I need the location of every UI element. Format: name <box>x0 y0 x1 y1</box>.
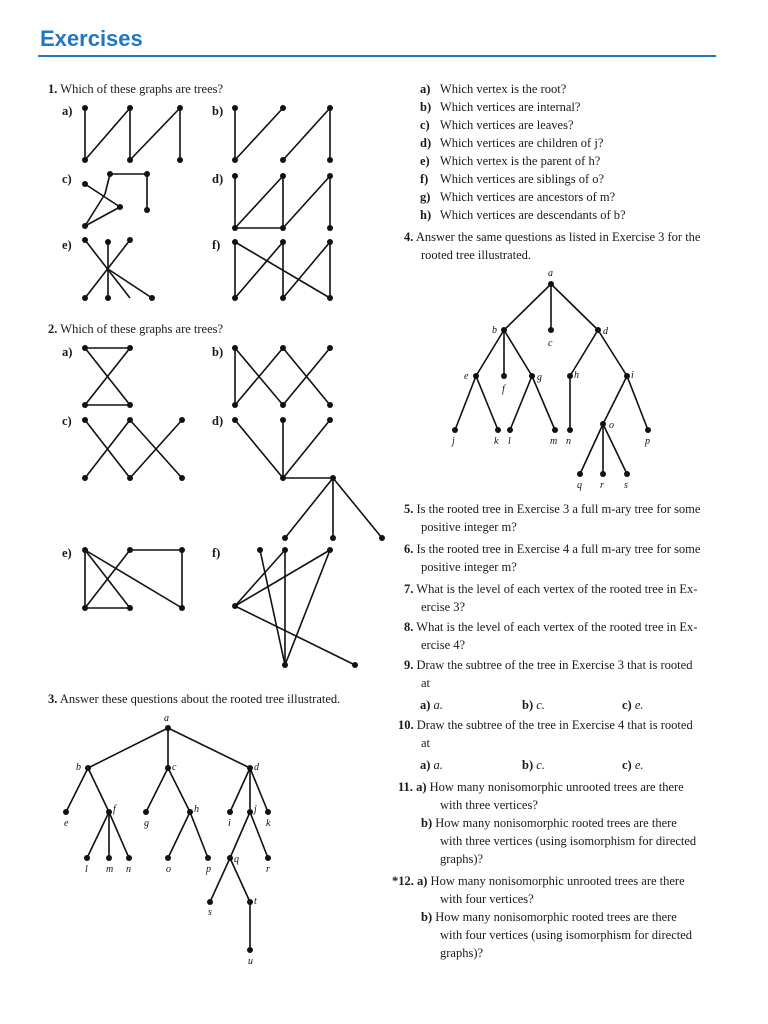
tree3-label-n: n <box>126 864 131 875</box>
tree3-label-d: d <box>254 762 259 773</box>
ex12-a-text-2: with four vertices? <box>440 892 534 906</box>
tree4-label-l: l <box>508 436 511 447</box>
exercise-10-number: 10. <box>398 718 414 732</box>
tree3-label-o: o <box>166 864 171 875</box>
exercise-6 <box>404 540 700 576</box>
ex12-b-tag: b) <box>421 910 433 924</box>
tree3-label-j: j <box>254 804 257 815</box>
ex2-label-a: a) <box>62 345 73 359</box>
exercise-7-text-2: ercise 3? <box>421 600 466 614</box>
ex3-q-c: c) Which vertices are leaves? <box>420 118 574 132</box>
ex3-q-b: b) Which vertices are internal? <box>420 100 581 114</box>
exercise-8-number: 8. <box>404 620 414 634</box>
exercise-10-text-1: Draw the subtree of the tree in Exercise 4 that is rooted <box>416 718 693 732</box>
ex10-part-b: b) c. <box>522 758 545 772</box>
tree4-label-c: c <box>548 338 553 349</box>
exercise-5 <box>404 500 700 536</box>
exercise-5-text-2: positive integer m? <box>421 520 517 534</box>
ex1-label-d: d) <box>212 172 224 186</box>
tree3-label-r: r <box>266 864 270 875</box>
tree4-label-s: s <box>624 480 628 491</box>
exercise-1-number: 1. <box>48 82 58 96</box>
tree4-label-e: e <box>464 371 469 382</box>
exercise-11-number: 11. <box>398 780 413 794</box>
exercise-9-text-2: at <box>421 676 431 690</box>
exercise-8-text-2: ercise 4? <box>421 638 466 652</box>
tree4-label-j: j <box>452 436 455 447</box>
ex9-part-a: a) a. <box>420 698 443 712</box>
tree3-label-h: h <box>194 804 199 815</box>
tree3-label-a: a <box>164 713 169 724</box>
ex2-label-f: f) <box>212 546 221 560</box>
tree4-label-k: k <box>494 436 499 447</box>
ex10-part-a: a) a. <box>420 758 443 772</box>
exercise-11-b <box>421 814 696 868</box>
exercise-2-text: Which of these graphs are trees? <box>60 322 224 336</box>
ex10-part-c: c) e. <box>622 758 644 772</box>
tree4-label-n: n <box>566 436 571 447</box>
tree3-label-g: g <box>144 818 149 829</box>
exercise-3-number: 3. <box>48 692 58 706</box>
exercise-6-text-2: positive integer m? <box>421 560 517 574</box>
tree3-label-s: s <box>208 907 212 918</box>
exercise-8 <box>404 618 697 654</box>
ex2-label-e: e) <box>62 546 72 560</box>
ex12-b-text-2: with four vertices (using isomorphism for directed <box>440 928 693 942</box>
ex2-label-b: b) <box>212 345 224 359</box>
tree3-label-c: c <box>172 762 177 773</box>
tree3-label-k: k <box>266 818 271 829</box>
ex2-label-d: d) <box>212 414 224 428</box>
ex11-b-text-2: with three vertices (using isomorphism for directed <box>440 834 697 848</box>
tree3-label-f: f <box>113 804 116 815</box>
ex3-q-f: f) Which vertices are siblings of o? <box>420 172 605 186</box>
exercise-7 <box>404 580 697 616</box>
tree3-label-q: q <box>234 854 239 865</box>
ex2-label-c: c) <box>62 414 72 428</box>
ex11-b-text-3: graphs)? <box>440 852 484 866</box>
tree4-label-f: f <box>502 384 505 395</box>
exercise-12-number: *12. <box>392 874 414 888</box>
exercise-3-text: Answer these questions about the rooted tree illustrated. <box>59 692 341 706</box>
ex3-q-e: e) Which vertex is the parent of h? <box>420 154 601 168</box>
ex12-b-text-1: How many nonisomorphic rooted trees are there <box>435 910 677 924</box>
tree3-label-i: i <box>228 818 231 829</box>
ex11-a-tag: a) <box>416 780 427 794</box>
exercise-2-number: 2. <box>48 322 58 336</box>
ex1-label-c: c) <box>62 172 72 186</box>
tree4-label-p: p <box>645 436 650 447</box>
tree4-label-m: m <box>550 436 558 447</box>
exercise-10 <box>398 716 693 752</box>
ex11-a-text-1: How many nonisomorphic unrooted trees are there <box>429 780 684 794</box>
tree3-label-u: u <box>248 956 253 967</box>
exercise-12-b <box>421 908 692 962</box>
exercise-11 <box>398 778 684 814</box>
exercise-4-number: 4. <box>404 230 414 244</box>
exercise-5-number: 5. <box>404 502 414 516</box>
exercise-10-text-2: at <box>421 736 431 750</box>
page-title: Exercises <box>40 26 143 51</box>
tree4-labels <box>450 268 650 491</box>
ex1-label-b: b) <box>212 104 224 118</box>
tree3-label-p: p <box>206 864 211 875</box>
exercise-4-text-2: rooted tree illustrated. <box>421 248 532 262</box>
ex3-q-a: a) Which vertex is the root? <box>420 82 567 96</box>
tree3-label-m: m <box>106 864 114 875</box>
tree3-label-l: l <box>85 864 88 875</box>
exercise-1-text: Which of these graphs are trees? <box>60 82 224 96</box>
ex1-label-a: a) <box>62 104 73 118</box>
exercise-6-number: 6. <box>404 542 414 556</box>
ex12-a-text-1: How many nonisomorphic unrooted trees are there <box>430 874 685 888</box>
exercise-9-number: 9. <box>404 658 414 672</box>
ex11-a-text-2: with three vertices? <box>440 798 538 812</box>
tree3-label-t: t <box>254 896 257 907</box>
ex11-b-text-1: How many nonisomorphic rooted trees are there <box>435 816 677 830</box>
tree4-label-q: q <box>577 480 582 491</box>
tree4-label-r: r <box>600 480 604 491</box>
exercise-7-number: 7. <box>404 582 414 596</box>
exercise-5-text-1: Is the rooted tree in Exercise 3 a full m-ary tree for some <box>416 502 701 516</box>
exercise-6-text-1: Is the rooted tree in Exercise 4 a full m-ary tree for some <box>416 542 701 556</box>
tree4-label-i: i <box>631 370 634 381</box>
tree4-label-o: o <box>609 420 614 431</box>
tree4-label-d: d <box>603 326 608 337</box>
ex9-part-c: c) e. <box>622 698 644 712</box>
ex9-part-b: b) c. <box>522 698 545 712</box>
exercise-4-text-1: Answer the same questions as listed in Exercise 3 for the <box>415 230 701 244</box>
exercise-9 <box>404 656 692 692</box>
exercise-9-text-1: Draw the subtree of the tree in Exercise 3 that is rooted <box>416 658 693 672</box>
exercise-7-text-1: What is the level of each vertex of the rooted tree in Ex- <box>416 582 698 596</box>
tree4-label-a: a <box>548 268 553 279</box>
tree4-label-b: b <box>492 325 497 336</box>
ex1-label-f: f) <box>212 238 221 252</box>
tree4-label-g: g <box>537 372 542 383</box>
tree3-label-b: b <box>76 762 81 773</box>
tree3-label-e: e <box>64 818 69 829</box>
exercise-12 <box>392 872 685 908</box>
ex11-b-tag: b) <box>421 816 433 830</box>
tree4-label-h: h <box>574 370 579 381</box>
ex12-b-text-3: graphs)? <box>440 946 484 960</box>
ex1-label-e: e) <box>62 238 72 252</box>
ex3-q-d: d) Which vertices are children of j? <box>420 136 604 150</box>
ex12-a-tag: a) <box>417 874 428 888</box>
ex3-q-h: h) Which vertices are descendants of b? <box>420 208 626 222</box>
ex3-q-g: g) Which vertices are ancestors of m? <box>420 190 616 204</box>
exercise-8-text-1: What is the level of each vertex of the rooted tree in Ex- <box>416 620 698 634</box>
